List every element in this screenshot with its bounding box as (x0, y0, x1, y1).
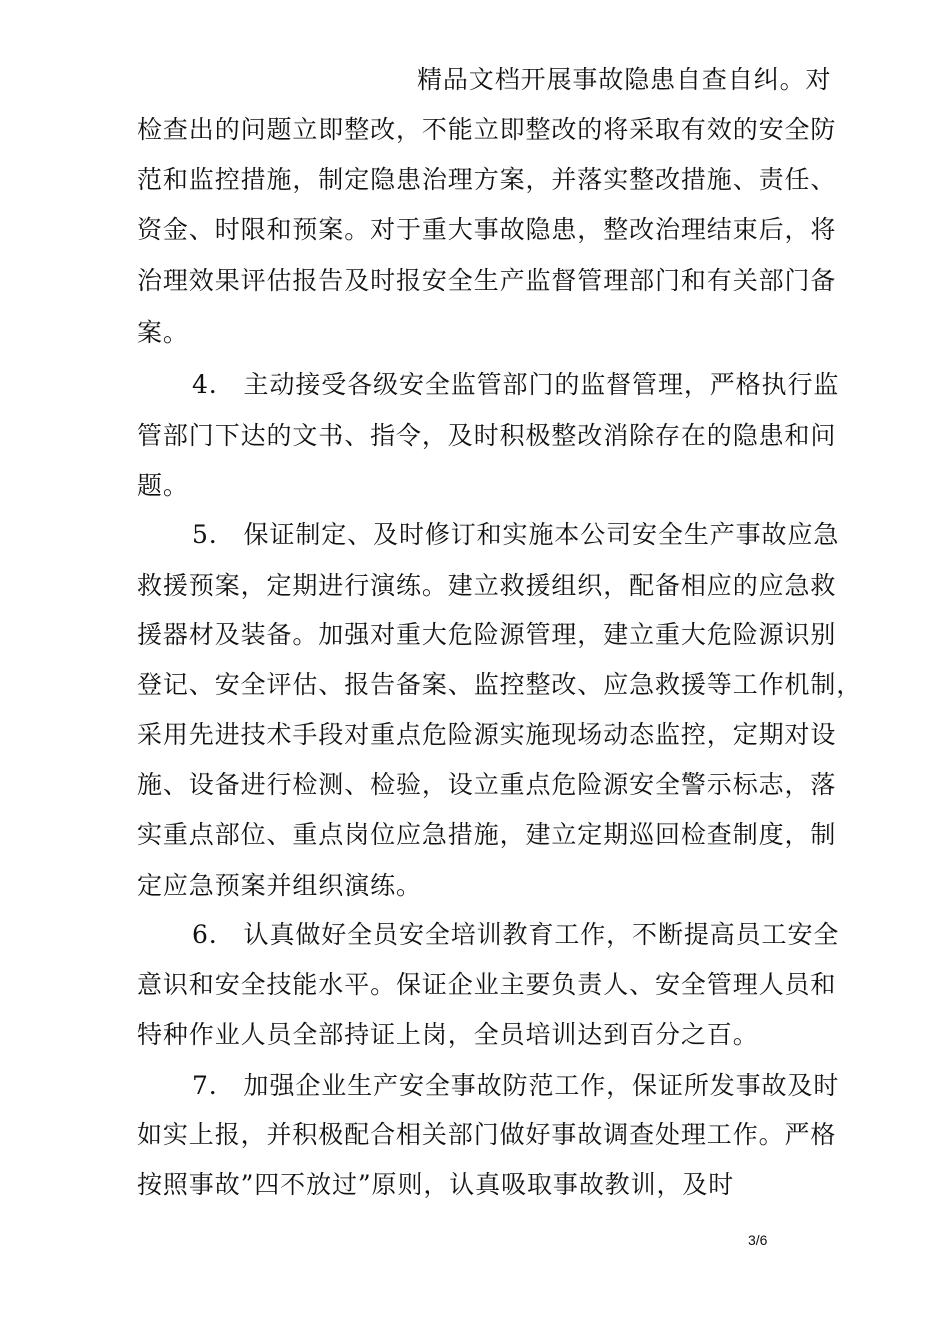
text-line-12: 援器材及装备。加强对重大危险源管理，建立重大危险源识别 (137, 620, 837, 649)
text-line-8: 管部门下达的文书、指令，及时积极整改消除存在的隐患和问 (137, 421, 837, 450)
page-number: 3/6 (748, 1232, 768, 1248)
text-line-17: 定应急预案并组织演练。 (137, 871, 422, 900)
text-line-6: 案。 (137, 318, 189, 347)
text-line-9: 题。 (137, 471, 189, 500)
text-line-16: 实重点部位、重点岗位应急措施，建立定期巡回检查制度，制 (137, 820, 837, 849)
text-line-23: 按照事故”四不放过”原则，认真吸取事故教训，及时 (137, 1170, 735, 1199)
text-line-15: 施、设备进行检测、检验，设立重点危险源安全警示标志，落 (137, 770, 837, 799)
text-line-19: 意识和安全技能水平。保证企业主要负责人、安全管理人员和 (137, 970, 837, 999)
text-line-7: 4. 主动接受各级安全监管部门的监督管理，严格执行监 (192, 370, 840, 399)
text-line-21: 7. 加强企业生产安全事故防范工作，保证所发事故及时 (192, 1071, 840, 1100)
text-line-10: 5. 保证制定、及时修订和实施本公司安全生产事故应急 (192, 520, 840, 549)
text-line-20: 特种作业人员全部持证上岗，全员培训达到百分之百。 (137, 1020, 759, 1049)
text-line-13: 登记、安全评估、报告备案、监控整改、应急救援等工作机制， (137, 670, 863, 699)
text-line-11: 救援预案，定期进行演练。建立救援组织，配备相应的应急救 (137, 571, 837, 600)
text-line-22: 如实上报，并积极配合相关部门做好事故调查处理工作。严格 (137, 1120, 837, 1149)
text-line-4: 资金、时限和预案。对于重大事故隐患，整改治理结束后，将 (137, 215, 837, 244)
text-line-5: 治理效果评估报告及时报安全生产监督管理部门和有关部门备 (137, 266, 837, 295)
text-line-14: 采用先进技术手段对重点危险源实施现场动态监控，定期对设 (137, 720, 837, 749)
text-line-18: 6. 认真做好全员安全培训教育工作，不断提高员工安全 (192, 920, 840, 949)
text-line-1: 精品文档开展事故隐患自查自纠。对 (417, 65, 832, 94)
text-line-3: 范和监控措施，制定隐患治理方案，并落实整改措施、责任、 (137, 165, 837, 194)
text-line-2: 检查出的问题立即整改，不能立即整改的将采取有效的安全防 (137, 115, 837, 144)
